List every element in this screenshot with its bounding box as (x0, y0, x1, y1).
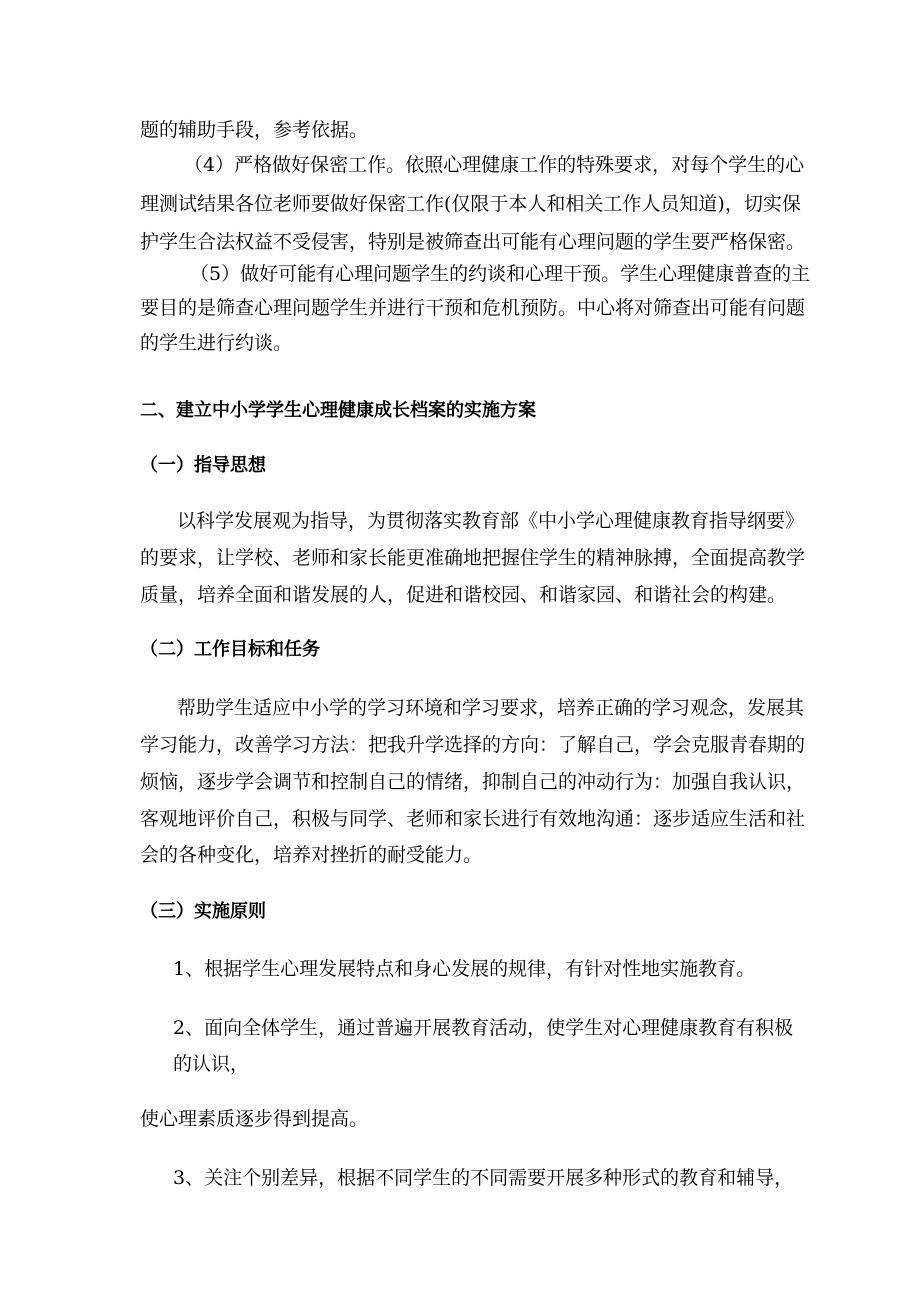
paragraph-line: 要目的是筛查心理问题学生并进行干预和危机预防。中心将对筛查出可能有问题 (140, 297, 806, 319)
section-heading: 二、建立中小学学生心理健康成长档案的实施方案 (140, 400, 536, 421)
paragraph-line: 题的辅助手段，参考依据。 (140, 119, 369, 141)
paragraph-line: 会的各种变化，培养对挫折的耐受能力。 (140, 844, 483, 866)
paragraph-line: 帮助学生适应中小学的学习环境和学习要求，培养正确的学习观念，发展其 (177, 697, 805, 719)
paragraph-line: 学习能力，改善学习方法：把我升学选择的方向：了解自己，学会克服青春期的 (140, 734, 806, 756)
list-item: 3、关注个别差异，根据不同学生的不同需要开展多种形式的教育和辅导， (173, 1167, 794, 1189)
subsection-heading: （三）实施原则 (140, 901, 266, 922)
list-item-continuation: 使心理素质逐步得到提高。 (140, 1108, 369, 1130)
paragraph-line: 护学生合法权益不受侵害，特别是被筛查出可能有心理问题的学生要严格保密。 (140, 231, 806, 253)
subsection-heading: （二）工作目标和任务 (140, 639, 320, 660)
paragraph-line: 质量，培养全面和谐发展的人，促进和谐校园、和谐家园、和谐社会的构建。 (140, 584, 787, 606)
paragraph-line: 的学生进行约谈。 (140, 332, 293, 354)
paragraph-line: 客观地评价自己，积极与同学、老师和家长进行有效地沟通：逐步适应生活和社 (140, 808, 806, 830)
paragraph-line: （5）做好可能有心理问题学生的约谈和心理干预。学生心理健康普查的主 (190, 263, 811, 285)
subsection-heading: （一）指导思想 (140, 455, 266, 476)
list-item: 1、根据学生心理发展特点和身心发展的规律，有针对性地实施教育。 (173, 958, 756, 980)
paragraph-line: 的要求，让学校、老师和家长能更准确地把握住学生的精神脉搏，全面提高教学 (140, 547, 806, 569)
paragraph-line: （4）严格做好保密工作。依照心理健康工作的特殊要求，对每个学生的心 (184, 154, 805, 176)
list-item-continuation: 的认识， (173, 1053, 250, 1075)
list-item: 2、面向全体学生，通过普遍开展教育活动，使学生对心理健康教育有积极 (173, 1017, 794, 1039)
paragraph-line: 烦恼，逐步学会调节和控制自己的情绪，抑制自己的冲动行为：加强自我认识， (140, 771, 806, 793)
paragraph-line: 理测试结果各位老师要做好保密工作(仅限于本人和相关工作人员知道)，切实保 (140, 193, 801, 215)
paragraph-line: 以科学发展观为指导，为贯彻落实教育部《中小学心理健康教育指导纲要》 (177, 510, 805, 532)
